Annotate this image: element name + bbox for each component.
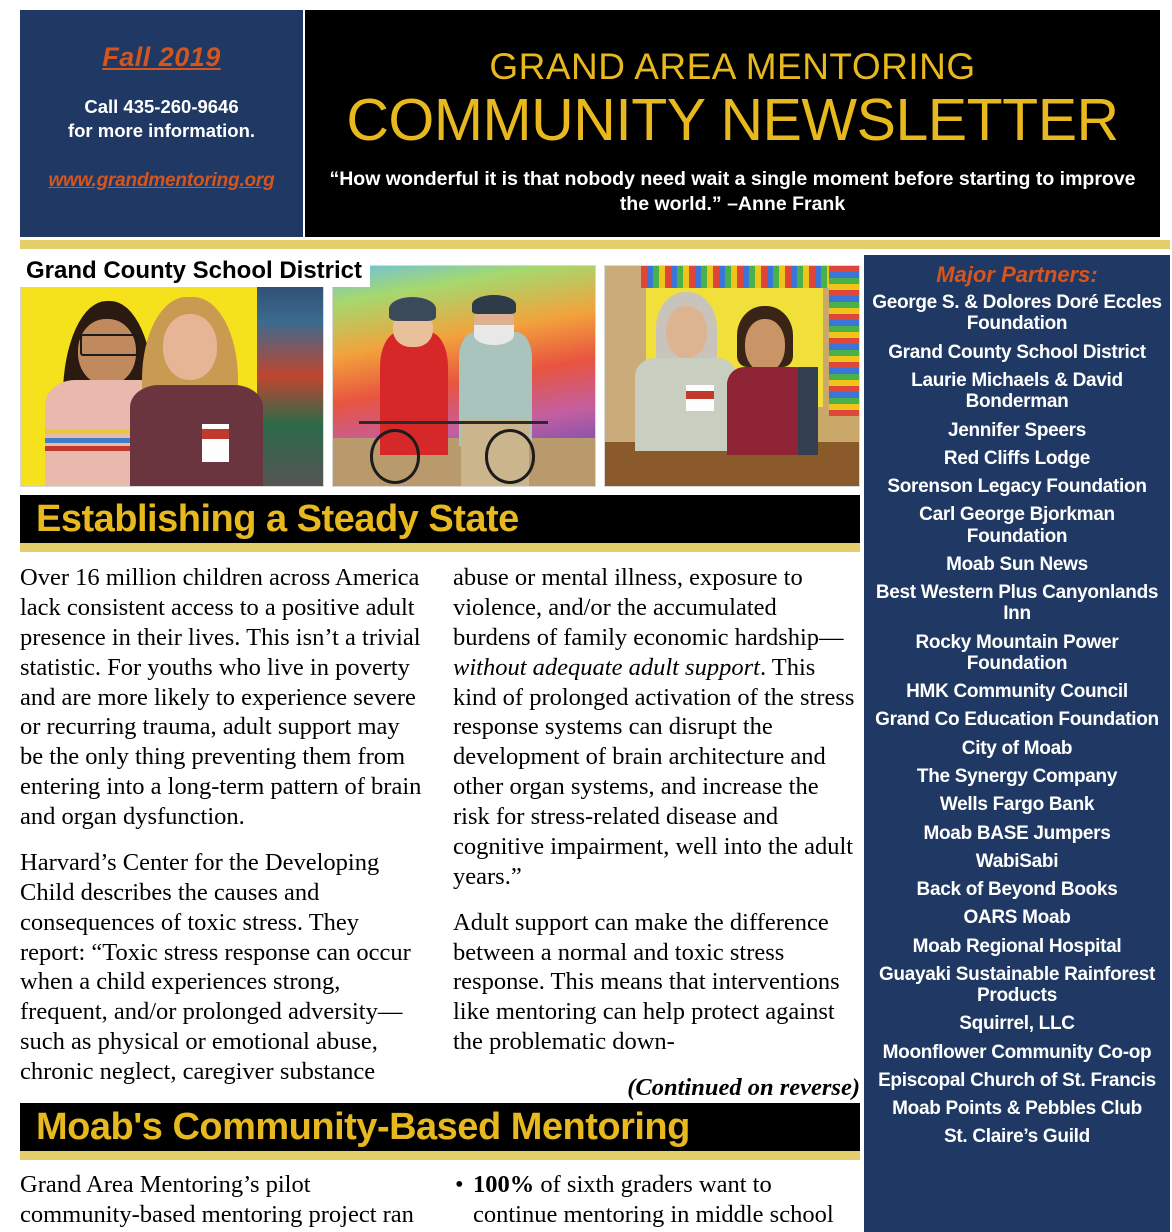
partner-item: Squirrel, LLC — [959, 1013, 1075, 1035]
main-content — [20, 255, 860, 1232]
partner-item: Moonflower Community Co-op — [882, 1041, 1152, 1063]
photo-mentor-and-girl — [20, 265, 324, 487]
contact-phone-line1: Call 435-260-9646 — [84, 96, 239, 117]
masthead-block — [305, 10, 1160, 237]
header-divider-rule — [20, 240, 1170, 249]
section-headline-2: Moab's Community-Based Mentoring — [36, 1106, 690, 1148]
partner-item: Jennifer Speers — [947, 419, 1087, 441]
partner-list — [870, 292, 1164, 1148]
photo-teen-and-man-bikes — [332, 265, 596, 487]
partner-item: Rocky Mountain Power Foundation — [915, 631, 1119, 674]
newsletter-header — [0, 0, 1172, 237]
photo-strip — [20, 265, 860, 487]
partner-item: Back of Beyond Books — [916, 879, 1118, 901]
partner-item: Laurie Michaels & David Bonderman — [911, 369, 1123, 413]
partner-item: Moab Regional Hospital — [912, 935, 1122, 957]
partner-item: Red Cliffs Lodge — [943, 447, 1091, 469]
article-column-right — [453, 563, 860, 1119]
section2-bullet-list — [453, 1170, 860, 1230]
section-headline-bar-2 — [20, 1103, 860, 1151]
photo-woman-and-boy-classroom — [604, 265, 860, 487]
article-paragraph-4: Adult support can make the difference between a normal and toxic stress response. This means that interventions like mentoring can help protect against the problematic down- — [453, 908, 840, 1056]
article-columns — [20, 563, 860, 1119]
partner-item: Carl George Bjorkman Foundation — [919, 504, 1115, 547]
section2-column-right — [453, 1170, 860, 1230]
partner-item: The Synergy Company — [916, 765, 1118, 787]
partner-item: Best Western Plus Canyonlands Inn — [875, 582, 1159, 625]
section2-paragraph: Grand Area Mentoring’s pilot community-based mentoring project ran — [20, 1171, 414, 1228]
website-link[interactable]: www.grandmentoring.org — [48, 170, 275, 192]
partner-item: St. Claire’s Guild — [944, 1126, 1090, 1148]
partner-item: WabiSabi — [975, 850, 1059, 872]
continued-note: (Continued on reverse) — [627, 1074, 860, 1101]
partner-item: HMK Community Council — [906, 681, 1128, 703]
masthead-organization: GRAND AREA MENTORING — [489, 46, 976, 87]
article-paragraph-3-tail: . This kind of prolonged activation of the stress response systems can disrupt the development of brain architecture and other organ systems, and increase the risk for stress-related disease and cognitive impairment, well into the adult years.” — [453, 653, 855, 890]
section2-column-left — [20, 1170, 427, 1230]
partner-item: Grand County School District — [888, 341, 1146, 363]
section2-columns — [20, 1170, 860, 1230]
article-paragraph-3-lead: abuse or mental illness, exposure to violence, and/or the accumulated burdens of family economic hardship— — [453, 564, 844, 651]
article-paragraph-3 — [453, 563, 860, 892]
masthead-quote: “How wonderful it is that nobody need wait a single moment before starting to improve the world.” –Anne Frank — [329, 167, 1136, 216]
sidebar-title: Major Partners: — [936, 262, 1098, 287]
partner-item: Grand Co Education Foundation — [875, 709, 1159, 731]
major-partners-sidebar — [864, 255, 1170, 1232]
partner-item: Sorenson Legacy Foundation — [887, 476, 1147, 498]
section-establishing-steady-state — [20, 495, 860, 552]
partner-item: OARS Moab — [963, 907, 1071, 929]
section-headline-rule-2 — [20, 1151, 860, 1160]
partner-item: Guayaki Sustainable Rainforest Products — [878, 963, 1156, 1007]
partner-item: Moab Points & Pebbles Club — [892, 1098, 1142, 1120]
section-headline-rule-1 — [20, 543, 860, 552]
photo-caption: Grand County School District — [20, 255, 370, 287]
article-paragraph-1: Over 16 million children across America lack consistent access to a positive adult presence in their lives. This isn’t a trivial statistic. For youths who live in poverty and are more likely to experience severe or recurring trauma, adult support may be the only thing preventing them from entering into a long-term pattern of brain and organ dysfunction. — [20, 564, 422, 830]
bullet-stat-value: 100% — [473, 1171, 535, 1198]
section-moab-community-based-mentoring — [20, 1103, 860, 1160]
partner-item: Moab Sun News — [946, 553, 1088, 575]
partner-item: Wells Fargo Bank — [939, 794, 1095, 816]
partner-item: Episcopal Church of St. Francis — [878, 1069, 1156, 1091]
partner-item: City of Moab — [961, 737, 1073, 759]
header-contact-block — [20, 10, 303, 237]
list-item — [453, 1170, 860, 1230]
contact-phone-line2: for more information. — [67, 119, 256, 141]
contact-phone-text — [68, 95, 255, 142]
issue-date: Fall 2019 — [102, 42, 221, 72]
partner-item: Moab BASE Jumpers — [923, 822, 1111, 844]
partner-item: George S. & Dolores Doré Eccles Foundation — [872, 292, 1162, 335]
bullet-stat-text: of sixth graders want to continue mentoring in middle school — [473, 1171, 834, 1228]
section-headline-bar-1 — [20, 495, 860, 543]
article-paragraph-3-italic: without adequate adult support — [453, 653, 760, 681]
section-headline-1: Establishing a Steady State — [36, 498, 519, 540]
article-paragraph-2: Harvard’s Center for the Developing Child describes the causes and consequences of toxic stress. They report: “Toxic stress response can occur when a child experiences strong, frequent, and/or prolonged adversity—such as physical or emotional abuse, chronic neglect, caregiver substance — [20, 848, 411, 1085]
article-column-left — [20, 563, 427, 1119]
masthead-title: COMMUNITY NEWSLETTER — [346, 87, 1119, 153]
